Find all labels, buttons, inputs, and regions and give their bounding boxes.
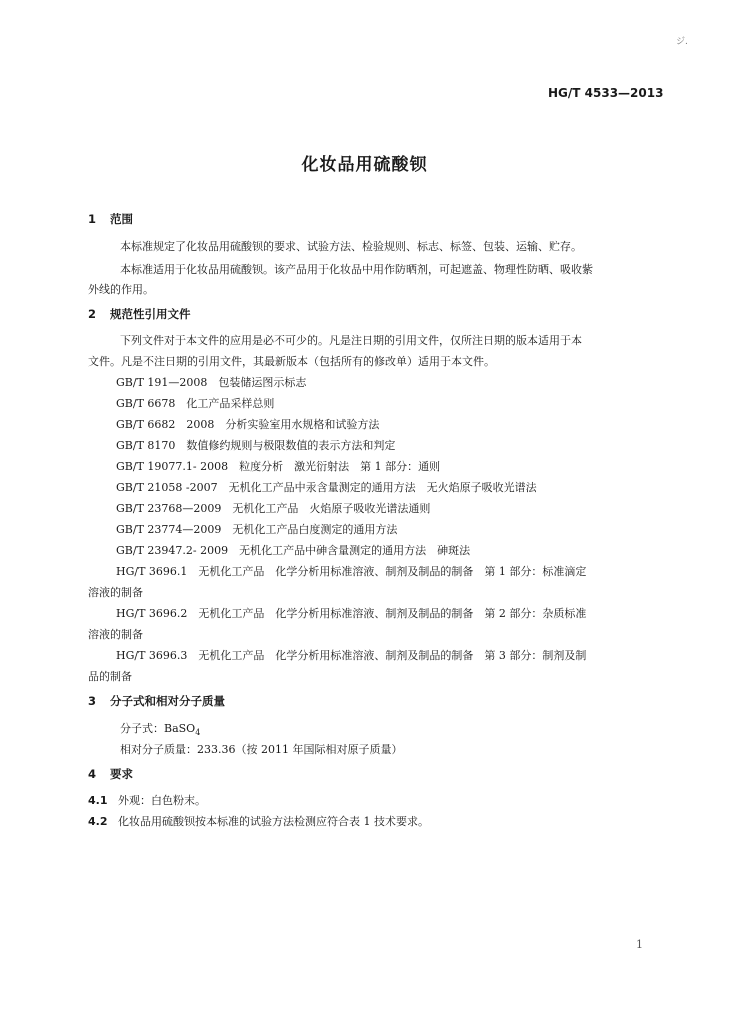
section-2-heading [88,306,191,322]
molecular-formula [120,720,200,737]
item-number: 4.1 [88,794,108,807]
reference-item: GB/T 23768—2009 无机化工产品 火焰原子吸收光谱法通则 [116,502,431,515]
item-number: 4.2 [88,815,108,828]
section-3-heading [88,693,225,709]
section-number: 1 [88,212,97,226]
section-number: 3 [88,694,97,708]
reference-item: GB/T 8170 数值修约规则与极限数值的表示方法和判定 [116,439,396,452]
reference-item: GB/T 23947.2- 2009 无机化工产品中砷含量测定的通用方法 砷斑法 [116,544,471,557]
section-2-intro-line-1: 下列文件对于本文件的应用是必不可少的。凡是注日期的引用文件，仅所注日期的版本适用于本 [120,334,582,347]
reference-item: GB/T 191—2008 包装储运图示标志 [116,376,307,389]
hg-reference-line-2: 溶液的制备 [88,586,143,599]
requirement-item [88,813,429,829]
section-title: 要求 [110,767,133,781]
formula-subscript: 4 [195,728,201,738]
item-text: 化妆品用硫酸钡按本标准的试验方法检测应符合表 1 技术要求。 [118,815,429,828]
section-1-para-2-line-2: 外线的作用。 [88,283,154,296]
standard-code: HG/T 4533—2013 [548,86,664,100]
hg-reference-line-1: HG/T 3696.1 无机化工产品 化学分析用标准溶液、制剂及制品的制备 第 1 部分：标准滴定 [116,565,587,578]
formula-label: 分子式：BaSO [120,722,196,735]
reference-item: GB/T 21058 -2007 无机化工产品中汞含量测定的通用方法 无火焰原子吸收光谱法 [116,481,537,494]
section-number: 4 [88,767,97,781]
hg-reference-line-1: HG/T 3696.3 无机化工产品 化学分析用标准溶液、制剂及制品的制备 第 3 部分：制剂及制 [116,649,587,662]
section-4-heading [88,766,133,782]
item-text: 外观：白色粉末。 [118,794,206,807]
section-1-heading [88,211,133,227]
requirement-item [88,792,206,808]
hg-reference-line-1: HG/T 3696.2 无机化工产品 化学分析用标准溶液、制剂及制品的制备 第 2 部分：杂质标准 [116,607,587,620]
reference-item: GB/T 23774—2009 无机化工产品白度测定的通用方法 [116,523,398,536]
section-number: 2 [88,307,97,321]
section-title: 分子式和相对分子质量 [110,694,225,708]
corner-mark: ジ. [676,37,688,47]
section-2-intro-line-2: 文件。凡是不注日期的引用文件，其最新版本（包括所有的修改单）适用于本文件。 [88,355,495,368]
reference-item: GB/T 6682 2008 分析实验室用水规格和试验方法 [116,418,380,431]
page-number: 1 [636,938,643,951]
hg-reference-line-2: 品的制备 [88,670,132,683]
hg-reference-line-2: 溶液的制备 [88,628,143,641]
molecular-mass: 相对分子质量：233.36（按 2011 年国际相对原子质量） [120,743,403,756]
reference-item: GB/T 6678 化工产品采样总则 [116,397,275,410]
section-1-para-1: 本标准规定了化妆品用硫酸钡的要求、试验方法、检验规则、标志、标签、包装、运输、贮存。 [120,240,582,253]
section-1-para-2-line-1: 本标准适用于化妆品用硫酸钡。该产品用于化妆品中用作防晒剂，可起遮盖、物理性防晒、吸收紫 [120,263,593,276]
reference-item: GB/T 19077.1- 2008 粒度分析 激光衍射法 第 1 部分：通则 [116,460,441,473]
document-title: 化妆品用硫酸钡 [301,155,428,175]
section-title: 规范性引用文件 [110,307,191,321]
section-title: 范围 [110,212,133,226]
